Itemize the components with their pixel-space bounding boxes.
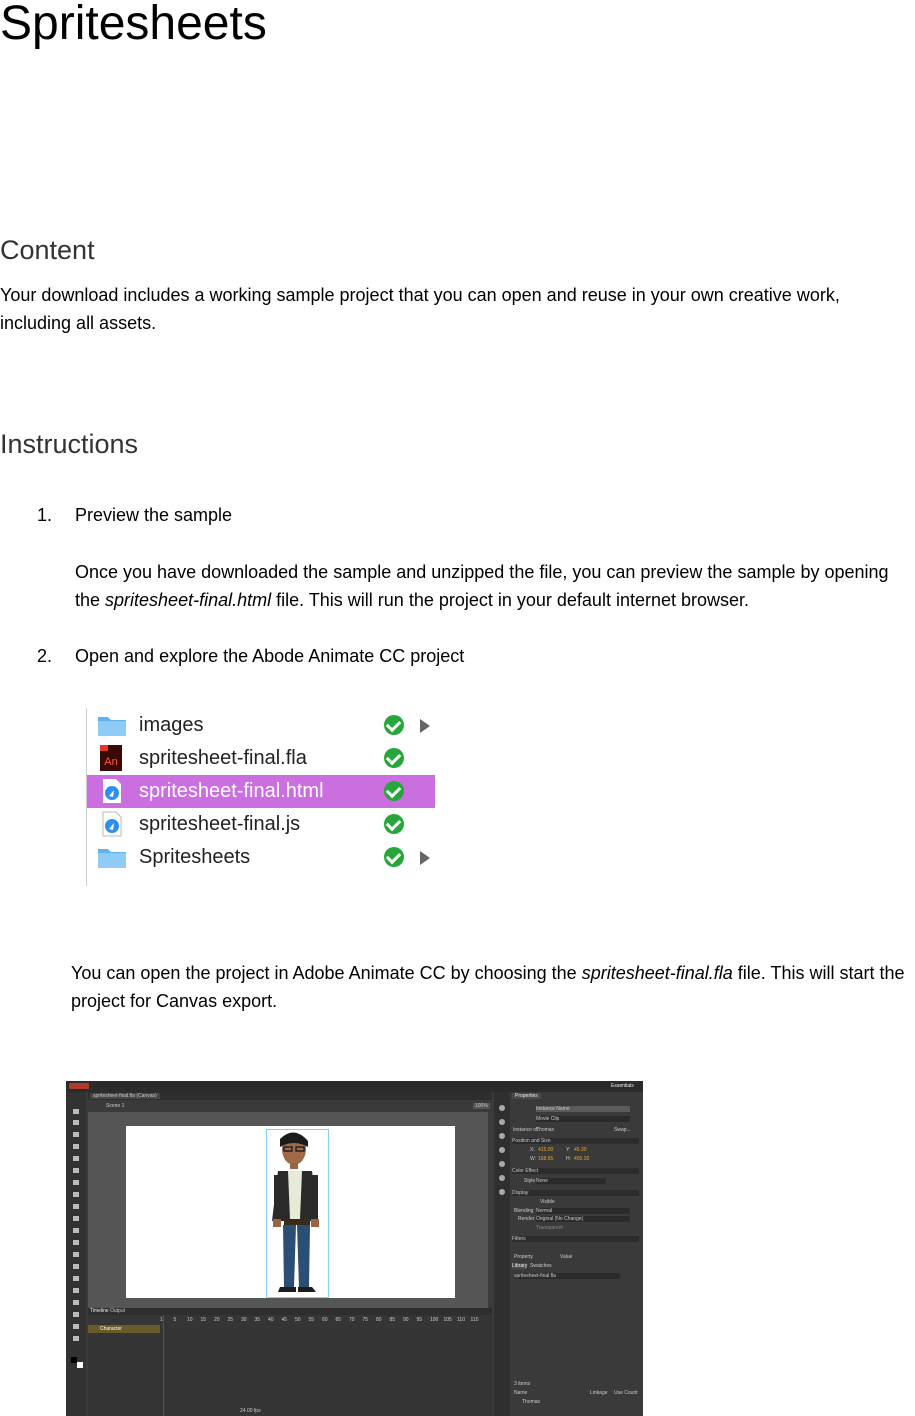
properties-panel xyxy=(510,1092,643,1416)
playhead[interactable] xyxy=(163,1315,164,1416)
section-position[interactable]: Position and Size xyxy=(512,1138,639,1144)
step-body: Once you have downloaded the sample and unzipped the file, you can preview the sample by opening the spritesheet-final.html file. This will run the project in your default internet browser. xyxy=(75,562,889,610)
file-name: Spritesheets xyxy=(139,846,251,868)
file-list xyxy=(86,708,437,886)
content-body: Your download includes a working sample project that you can open and reuse in your own creative work, including all assets. xyxy=(0,285,840,333)
section-display[interactable]: Display xyxy=(512,1190,639,1196)
file-name: images xyxy=(139,714,204,736)
panel-icon-strip xyxy=(494,1092,510,1416)
tools-icons xyxy=(66,1092,86,1412)
page-title: Spritesheets xyxy=(0,0,267,50)
file-row-js[interactable] xyxy=(87,808,435,841)
app-menubar xyxy=(66,1081,643,1092)
blending-select[interactable]: Normal xyxy=(536,1208,630,1214)
frame-number: 40 xyxy=(268,1317,274,1323)
style-label: Style xyxy=(524,1178,536,1184)
h-label: H: xyxy=(566,1156,571,1162)
frame-number: 95 xyxy=(416,1317,423,1323)
fps-readout: 24.00 fps xyxy=(240,1408,261,1414)
frame-number: 65 xyxy=(335,1317,342,1323)
x-value[interactable]: 415.00 xyxy=(538,1147,554,1153)
frame-number: 10 xyxy=(187,1317,193,1323)
animate-screenshot xyxy=(66,1081,643,1416)
layer-row[interactable] xyxy=(88,1325,160,1333)
transparent-label: Transparent xyxy=(536,1225,563,1231)
animate-logo xyxy=(69,1083,89,1089)
document-tab[interactable]: spritesheet-final.fla (Canvas) xyxy=(90,1093,160,1099)
instance-name-field[interactable]: Instance Name xyxy=(536,1106,630,1112)
file-row-spritesheets[interactable] xyxy=(87,841,435,874)
section-color-effect[interactable]: Color Effect xyxy=(512,1168,639,1174)
step-number: 2. xyxy=(37,646,53,666)
document-tabbar xyxy=(88,1092,492,1100)
frame-number: 35 xyxy=(254,1317,261,1323)
disclosure-triangle-icon[interactable] xyxy=(420,719,430,733)
step-title: Open and explore the Abode Animate CC project xyxy=(75,646,465,666)
frame-number: 20 xyxy=(214,1317,220,1323)
library-file-select[interactable]: spritesheet-final.fla xyxy=(514,1273,620,1279)
frame-number: 100 xyxy=(430,1317,439,1323)
frame-number: 105 xyxy=(443,1317,452,1323)
render-label: Render xyxy=(518,1216,535,1222)
style-select[interactable]: None xyxy=(536,1178,606,1184)
usecount-column: Use Count xyxy=(614,1390,638,1396)
zoom-field[interactable]: 100% xyxy=(475,1103,488,1109)
x-label: X: xyxy=(530,1147,535,1153)
frame-number: 80 xyxy=(376,1317,382,1323)
sync-check-icon xyxy=(384,814,404,834)
tools-panel xyxy=(66,1092,86,1416)
frame-number: 110 xyxy=(457,1317,465,1323)
blending-label: Blending xyxy=(514,1208,534,1214)
file-row-fla[interactable] xyxy=(87,742,435,775)
file-row-html[interactable] xyxy=(87,775,435,808)
js-file-icon xyxy=(97,811,127,837)
frame-number: 60 xyxy=(322,1317,328,1323)
instance-of-label: Instance of: xyxy=(513,1127,539,1133)
w-label: W: xyxy=(530,1156,537,1162)
file-name: spritesheet-final.html xyxy=(139,780,324,802)
render-select[interactable]: Original (No Change) xyxy=(536,1216,630,1222)
timeline-tab[interactable]: Timeline xyxy=(90,1308,109,1314)
frame-number: 5 xyxy=(173,1317,177,1323)
value-column: Value xyxy=(560,1254,573,1260)
svg-text:An: An xyxy=(104,756,118,768)
linkage-column: Linkage xyxy=(590,1390,608,1396)
stage[interactable] xyxy=(126,1126,455,1298)
library-item[interactable]: Thomas xyxy=(522,1399,541,1405)
swap-button[interactable]: Swap... xyxy=(614,1127,631,1133)
workspace-switcher[interactable]: Essentials xyxy=(611,1083,634,1089)
step-title: Preview the sample xyxy=(75,505,233,525)
properties-tab[interactable]: Properties xyxy=(512,1093,541,1099)
character-thomas[interactable] xyxy=(266,1131,328,1296)
frame-number: 15 xyxy=(200,1317,207,1323)
panel-icons xyxy=(494,1092,510,1212)
frame-number: 55 xyxy=(308,1317,315,1323)
sync-check-icon xyxy=(384,748,404,768)
frame-number: 25 xyxy=(227,1317,234,1323)
layer-name: Character xyxy=(100,1326,122,1332)
frame-number: 70 xyxy=(349,1317,355,1323)
filename-emphasis: spritesheet-final.fla xyxy=(581,963,733,983)
symbol-type-select[interactable]: Movie Clip xyxy=(536,1116,630,1122)
timeline-tabbar xyxy=(88,1308,492,1315)
file-row-images[interactable] xyxy=(87,709,435,742)
visible-checkbox[interactable]: Visible xyxy=(540,1199,555,1205)
frame-number: 45 xyxy=(281,1317,288,1323)
stage-area xyxy=(88,1112,488,1308)
timeline-panel xyxy=(88,1315,492,1416)
w-value[interactable]: 168.65 xyxy=(538,1156,554,1162)
y-value[interactable]: 46.30 xyxy=(574,1147,587,1153)
step-number: 1. xyxy=(37,505,53,525)
name-column: Name xyxy=(514,1390,528,1396)
file-name: spritesheet-final.fla xyxy=(139,747,307,769)
frame-number: 85 xyxy=(389,1317,396,1323)
frame-number: 1 xyxy=(160,1317,163,1323)
frame-ruler xyxy=(160,1317,490,1324)
edit-bar xyxy=(88,1100,492,1112)
sync-check-icon xyxy=(384,847,404,867)
frame-number: 75 xyxy=(362,1317,369,1323)
frame-number: 90 xyxy=(403,1317,409,1323)
scene-label[interactable]: Scene 1 xyxy=(106,1103,125,1109)
disclosure-triangle-icon[interactable] xyxy=(420,851,430,865)
swatches-tab[interactable]: Swatches xyxy=(530,1263,552,1269)
instance-of-value: Thomas xyxy=(536,1127,555,1133)
h-value[interactable]: 405.20 xyxy=(574,1156,590,1162)
library-count: 3 items xyxy=(514,1381,531,1387)
sync-check-icon xyxy=(384,781,404,801)
file-name: spritesheet-final.js xyxy=(139,813,301,835)
folder-icon xyxy=(97,844,127,870)
instructions-heading: Instructions xyxy=(0,429,139,459)
frame-number: 30 xyxy=(241,1317,247,1323)
open-project-text: You can open the project in Adobe Animate CC by choosing the spritesheet-final.fla file. This will start the project for Canvas export. xyxy=(71,963,905,1011)
animate-fla-icon xyxy=(97,745,127,771)
frame-number: 115 xyxy=(470,1317,479,1323)
frame-number: 50 xyxy=(295,1317,301,1323)
safari-html-icon xyxy=(97,778,127,804)
section-filters[interactable]: Filters xyxy=(512,1236,639,1242)
y-label: Y: xyxy=(566,1147,571,1153)
sync-check-icon xyxy=(384,715,404,735)
content-heading: Content xyxy=(0,235,95,265)
filename-emphasis: spritesheet-final.html xyxy=(105,590,272,610)
output-tab[interactable]: Output xyxy=(110,1308,126,1314)
folder-icon xyxy=(97,712,127,738)
property-column: Property xyxy=(514,1254,533,1260)
library-tab[interactable]: Library xyxy=(512,1263,528,1269)
